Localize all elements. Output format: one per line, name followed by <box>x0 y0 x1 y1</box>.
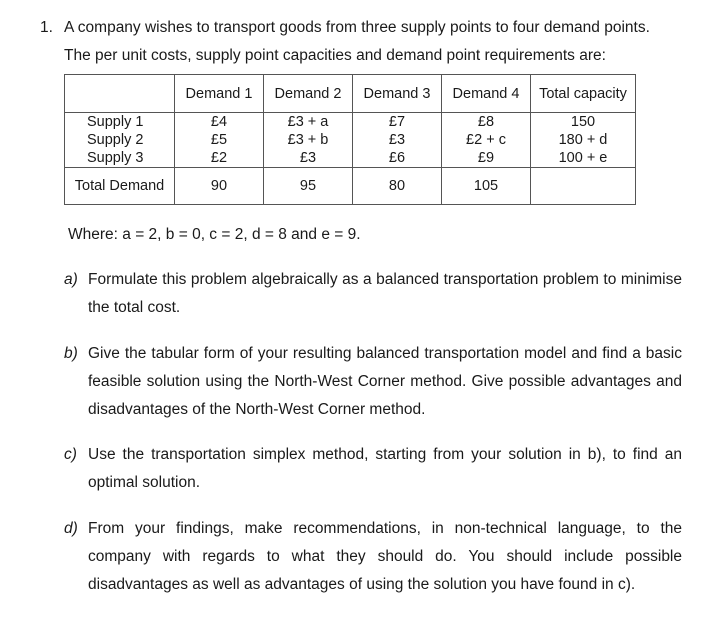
cost-cell: £5 <box>175 131 264 149</box>
row-label: Supply 2 <box>65 131 175 149</box>
header-demand-2: Demand 2 <box>264 75 353 113</box>
part-d <box>64 515 682 599</box>
part-text: From your findings, make recommendations, in non-technical language, to the company with regards to what they should do. You should include possible disadvantages as well as advantages of using the solution you have found in c). <box>88 520 682 593</box>
demand-cell: 90 <box>175 168 264 205</box>
cost-cell: £8 <box>442 113 531 132</box>
part-label: a) <box>64 271 78 288</box>
cost-cell: £3 <box>353 131 442 149</box>
part-text: Use the transportation simplex method, starting from your solution in b), to find an optimal solution. <box>88 446 682 491</box>
part-a <box>64 266 682 322</box>
cost-cell: £7 <box>353 113 442 132</box>
row-label: Total Demand <box>65 168 175 205</box>
table-header-row <box>65 75 636 113</box>
part-text: Give the tabular form of your resulting balanced transportation model and find a basic feasible solution using the North-West Corner method. Give possible advantages and disadvantages of the North-West Corner method. <box>88 345 682 418</box>
part-c <box>64 441 682 497</box>
part-label: b) <box>64 345 78 362</box>
header-demand-1: Demand 1 <box>175 75 264 113</box>
cost-cell: £9 <box>442 149 531 168</box>
row-label: Supply 1 <box>65 113 175 132</box>
table-row-supply-2 <box>65 131 636 149</box>
part-text: Formulate this problem algebraically as a balanced transportation problem to minimise the total cost. <box>88 271 682 316</box>
row-label: Supply 3 <box>65 149 175 168</box>
capacity-cell: 150 <box>531 113 636 132</box>
capacity-cell: 100 + e <box>531 149 636 168</box>
question-number: 1. <box>40 19 53 36</box>
part-label: d) <box>64 520 78 537</box>
parameter-values: Where: a = 2, b = 0, c = 2, d = 8 and e = 9. <box>68 226 361 243</box>
cost-cell: £4 <box>175 113 264 132</box>
header-corner-cell <box>65 75 175 113</box>
capacity-cell: 180 + d <box>531 131 636 149</box>
cost-cell: £3 + a <box>264 113 353 132</box>
header-total-capacity: Total capacity <box>531 75 636 113</box>
cost-cell: £3 <box>264 149 353 168</box>
demand-cell: 80 <box>353 168 442 205</box>
part-label: c) <box>64 446 77 463</box>
table-row-supply-1 <box>65 113 636 132</box>
cost-cell: £3 + b <box>264 131 353 149</box>
demand-cell: 105 <box>442 168 531 205</box>
cost-cell: £2 + c <box>442 131 531 149</box>
header-demand-3: Demand 3 <box>353 75 442 113</box>
question-intro-line2: The per unit costs, supply point capacities and demand point requirements are: <box>64 47 606 64</box>
transportation-table <box>64 74 636 205</box>
table-row-supply-3 <box>65 149 636 168</box>
header-demand-4: Demand 4 <box>442 75 531 113</box>
demand-cell-empty <box>531 168 636 205</box>
cost-cell: £6 <box>353 149 442 168</box>
cost-cell: £2 <box>175 149 264 168</box>
table-row-total-demand <box>65 168 636 205</box>
part-b <box>64 340 682 424</box>
demand-cell: 95 <box>264 168 353 205</box>
question-intro-line1: A company wishes to transport goods from three supply points to four demand points. <box>64 19 650 36</box>
